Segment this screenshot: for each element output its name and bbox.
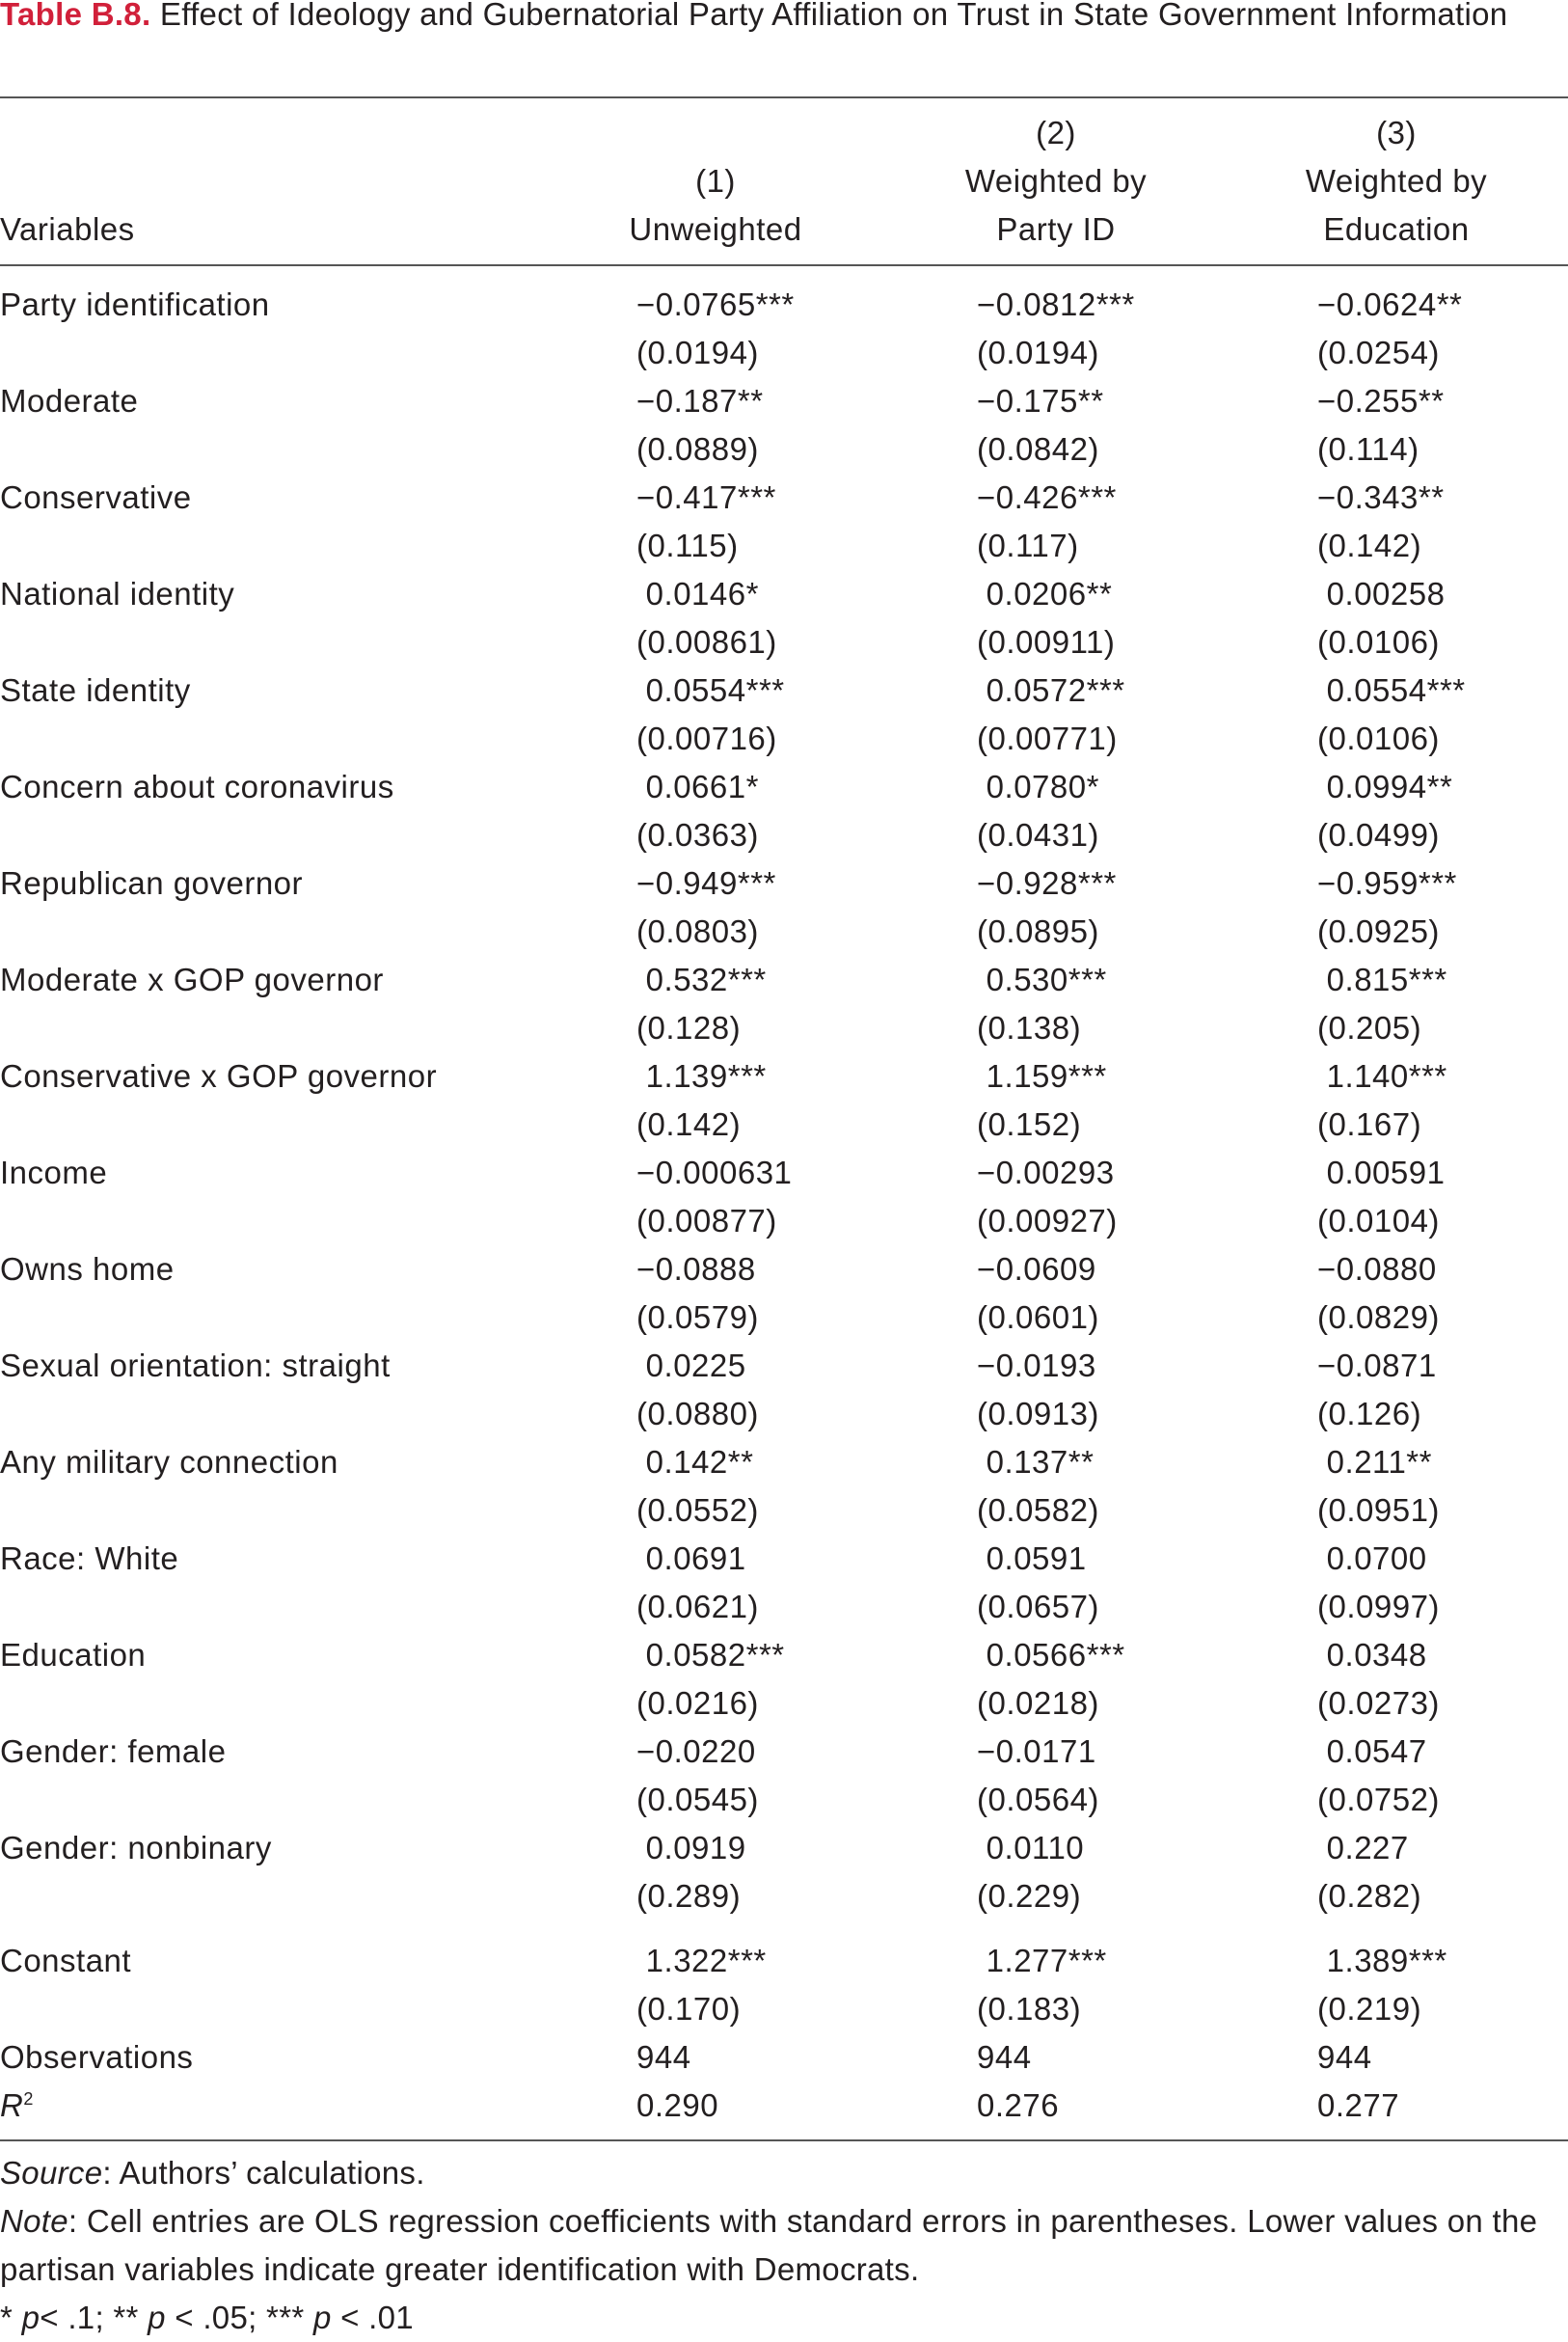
variable-6-se-3: (0.0925) (1317, 913, 1440, 949)
variable-2-coef-row (0, 474, 1568, 522)
variable-7-se-row (0, 1004, 1568, 1052)
variable-1-coef-row (0, 377, 1568, 425)
variable-0-se-2: (0.0194) (977, 335, 1099, 370)
r-squared-2: 0.276 (977, 2087, 1060, 2123)
variable-0-coef-2: −0.0812*** (977, 286, 1135, 322)
variable-2-se-row (0, 522, 1568, 570)
sig-stars-2: ** (113, 2300, 149, 2335)
variable-15-coef-row (0, 1728, 1568, 1776)
variable-12-coef-row (0, 1438, 1568, 1486)
variable-11-se-row (0, 1390, 1568, 1438)
variable-15-coef-3: 0.0547 (1317, 1733, 1427, 1769)
variable-10-se-row (0, 1294, 1568, 1342)
variable-0-se-row (0, 329, 1568, 377)
header-col-2-label-line2: Party ID (996, 211, 1116, 247)
observations-1: 944 (636, 2039, 691, 2075)
variable-12-se-3: (0.0951) (1317, 1492, 1440, 1528)
variable-13-coef-1: 0.0691 (636, 1540, 746, 1576)
header-col-3-number: (3) (1376, 115, 1417, 150)
variable-14-coef-2: 0.0566*** (977, 1637, 1125, 1673)
variable-9-coef-3: 0.00591 (1317, 1155, 1446, 1190)
sig-threshold-3: < .01 (331, 2300, 414, 2335)
variable-0-coef-1: −0.0765*** (636, 286, 795, 322)
observations-label: Observations (0, 2039, 194, 2075)
variable-1-se-1: (0.0889) (636, 431, 759, 467)
variable-13-label: Race: White (0, 1540, 179, 1576)
variable-9-se-3: (0.0104) (1317, 1203, 1440, 1239)
variable-11-coef-2: −0.0193 (977, 1348, 1096, 1383)
variable-5-se-3: (0.0499) (1317, 817, 1440, 853)
header-col-1-number: (1) (695, 163, 736, 199)
variable-3-se-1: (0.00861) (636, 624, 777, 660)
header-variables: Variables (0, 211, 135, 247)
variable-12-coef-1: 0.142** (636, 1444, 754, 1480)
variable-6-label: Republican governor (0, 865, 304, 901)
variable-13-coef-2: 0.0591 (977, 1540, 1087, 1576)
variable-6-se-2: (0.0895) (977, 913, 1099, 949)
note-text-paragraph (0, 2197, 1562, 2294)
variable-4-coef-3: 0.0554*** (1317, 672, 1466, 708)
variable-10-coef-1: −0.0888 (636, 1251, 756, 1287)
sig-p-1: p (21, 2300, 41, 2335)
variable-7-coef-3: 0.815*** (1317, 962, 1447, 997)
r-squared-label (0, 2082, 34, 2130)
variable-16-coef-row (0, 1824, 1568, 1872)
variable-5-coef-1: 0.0661* (636, 769, 759, 804)
observations-row (0, 2033, 1568, 2082)
variable-5-coef-3: 0.0994** (1317, 769, 1453, 804)
variable-8-coef-1: 1.139*** (636, 1058, 767, 1094)
variable-8-coef-3: 1.140*** (1317, 1058, 1447, 1094)
variable-13-se-2: (0.0657) (977, 1589, 1099, 1624)
variable-5-se-row (0, 811, 1568, 859)
variable-14-se-2: (0.0218) (977, 1685, 1099, 1721)
header-col-2-number: (2) (1036, 115, 1076, 150)
header-col-1 (571, 157, 860, 254)
variable-0-se-3: (0.0254) (1317, 335, 1440, 370)
variable-8-se-2: (0.152) (977, 1106, 1082, 1142)
table-notes (0, 2149, 1562, 2342)
variable-7-label: Moderate x GOP governor (0, 962, 384, 997)
header-col-3-label-line2: Education (1323, 211, 1470, 247)
variable-4-coef-2: 0.0572*** (977, 672, 1125, 708)
variable-14-coef-1: 0.0582*** (636, 1637, 785, 1673)
sig-p-3: p (312, 2300, 332, 2335)
row-spacer (0, 1920, 1568, 1937)
variable-16-coef-3: 0.227 (1317, 1830, 1409, 1865)
variable-6-coef-1: −0.949*** (636, 865, 776, 901)
variable-13-se-row (0, 1583, 1568, 1631)
variable-2-se-2: (0.117) (977, 528, 1079, 563)
variable-2-coef-2: −0.426*** (977, 479, 1117, 515)
constant-coef-3: 1.389*** (1317, 1943, 1447, 1978)
variable-4-se-1: (0.00716) (636, 721, 777, 756)
r-squared-exponent: 2 (23, 2089, 34, 2109)
variable-16-se-1: (0.289) (636, 1878, 742, 1914)
variable-8-se-1: (0.142) (636, 1106, 742, 1142)
variable-4-label: State identity (0, 672, 191, 708)
variable-5-label: Concern about coronavirus (0, 769, 394, 804)
variable-1-coef-1: −0.187** (636, 383, 764, 419)
observations-3: 944 (1317, 2039, 1372, 2075)
variable-15-coef-2: −0.0171 (977, 1733, 1096, 1769)
header-col-3-label-line1: Weighted by (1305, 163, 1488, 199)
sig-stars-1: * (0, 2300, 22, 2335)
variable-13-se-1: (0.0621) (636, 1589, 759, 1624)
significance-note (0, 2294, 1562, 2342)
variable-9-se-2: (0.00927) (977, 1203, 1118, 1239)
variable-9-coef-1: −0.000631 (636, 1155, 793, 1190)
variable-7-coef-2: 0.530*** (977, 962, 1107, 997)
constant-se-row (0, 1985, 1568, 2033)
variable-3-label: National identity (0, 576, 235, 612)
variable-6-coef-3: −0.959*** (1317, 865, 1457, 901)
table-caption (0, 0, 1543, 39)
variable-9-label: Income (0, 1155, 108, 1190)
variable-10-se-1: (0.0579) (636, 1299, 759, 1335)
top-rule (0, 96, 1568, 98)
variable-2-label: Conservative (0, 479, 192, 515)
variable-15-se-2: (0.0564) (977, 1782, 1099, 1817)
constant-se-3: (0.219) (1317, 1991, 1422, 2027)
variable-2-coef-3: −0.343** (1317, 479, 1445, 515)
variable-15-label: Gender: female (0, 1733, 227, 1769)
variable-14-se-row (0, 1679, 1568, 1728)
variable-7-se-2: (0.138) (977, 1010, 1082, 1046)
table-body (0, 281, 1568, 2130)
constant-coef-1: 1.322*** (636, 1943, 767, 1978)
variable-3-coef-row (0, 570, 1568, 618)
variable-6-coef-row (0, 859, 1568, 908)
sig-p-2: p (148, 2300, 166, 2335)
variable-11-se-3: (0.126) (1317, 1396, 1422, 1431)
variable-4-se-2: (0.00771) (977, 721, 1118, 756)
variable-4-se-3: (0.0106) (1317, 721, 1440, 756)
variable-14-se-1: (0.0216) (636, 1685, 759, 1721)
header-col-1-label: Unweighted (629, 211, 802, 247)
variable-13-coef-3: 0.0700 (1317, 1540, 1427, 1576)
variable-9-se-1: (0.00877) (636, 1203, 777, 1239)
variable-5-coef-row (0, 763, 1568, 811)
variable-7-coef-1: 0.532*** (636, 962, 767, 997)
variable-15-coef-1: −0.0220 (636, 1733, 756, 1769)
variable-6-se-row (0, 908, 1568, 956)
bottom-rule (0, 2139, 1568, 2141)
variable-10-se-3: (0.0829) (1317, 1299, 1440, 1335)
variable-14-label: Education (0, 1637, 147, 1673)
variable-10-coef-3: −0.0880 (1317, 1251, 1437, 1287)
variable-16-se-3: (0.282) (1317, 1878, 1422, 1914)
variable-14-coef-row (0, 1631, 1568, 1679)
variable-12-coef-3: 0.211** (1317, 1444, 1432, 1480)
variable-1-label: Moderate (0, 383, 139, 419)
header-col-3 (1252, 109, 1541, 254)
table-number: Table B.8. (0, 0, 151, 32)
r-squared-3: 0.277 (1317, 2087, 1400, 2123)
variable-8-coef-row (0, 1052, 1568, 1101)
sig-threshold-2: < .05; (165, 2300, 267, 2335)
variable-0-coef-row (0, 281, 1568, 329)
variable-7-se-1: (0.128) (636, 1010, 742, 1046)
variable-10-coef-row (0, 1245, 1568, 1294)
variable-10-coef-2: −0.0609 (977, 1251, 1096, 1287)
sig-threshold-1: < .1; (40, 2300, 114, 2335)
r-squared-1: 0.290 (636, 2087, 719, 2123)
variable-11-coef-row (0, 1342, 1568, 1390)
variable-15-se-3: (0.0752) (1317, 1782, 1440, 1817)
variable-8-se-row (0, 1101, 1568, 1149)
variable-3-se-2: (0.00911) (977, 624, 1116, 660)
note-label: Note (0, 2203, 68, 2239)
variable-1-se-3: (0.114) (1317, 431, 1419, 467)
variable-0-label: Party identification (0, 286, 270, 322)
variable-5-coef-2: 0.0780* (977, 769, 1099, 804)
variable-13-se-3: (0.0997) (1317, 1589, 1440, 1624)
constant-coef-2: 1.277*** (977, 1943, 1107, 1978)
variable-4-coef-1: 0.0554*** (636, 672, 785, 708)
variable-0-se-1: (0.0194) (636, 335, 759, 370)
variable-7-se-3: (0.205) (1317, 1010, 1422, 1046)
variable-9-coef-2: −0.00293 (977, 1155, 1115, 1190)
r-squared-symbol: R (0, 2087, 24, 2123)
variable-9-coef-row (0, 1149, 1568, 1197)
variable-2-coef-1: −0.417*** (636, 479, 776, 515)
variable-15-se-row (0, 1776, 1568, 1824)
variable-8-coef-2: 1.159*** (977, 1058, 1107, 1094)
variable-16-se-row (0, 1872, 1568, 1920)
variable-1-coef-3: −0.255** (1317, 383, 1445, 419)
variable-11-se-1: (0.0880) (636, 1396, 759, 1431)
variable-10-label: Owns home (0, 1251, 175, 1287)
sig-stars-3: *** (266, 2300, 313, 2335)
source-text: : Authors’ calculations. (102, 2155, 425, 2191)
variable-1-coef-2: −0.175** (977, 383, 1104, 419)
variable-15-se-1: (0.0545) (636, 1782, 759, 1817)
header-col-2 (911, 109, 1201, 254)
constant-label: Constant (0, 1943, 132, 1978)
variable-4-se-row (0, 715, 1568, 763)
variable-8-label: Conservative x GOP governor (0, 1058, 438, 1094)
variable-11-coef-3: −0.0871 (1317, 1348, 1437, 1383)
variable-4-coef-row (0, 667, 1568, 715)
variable-12-se-row (0, 1486, 1568, 1535)
variable-6-se-1: (0.0803) (636, 913, 759, 949)
variable-11-coef-1: 0.0225 (636, 1348, 746, 1383)
note-text: : Cell entries are OLS regression coefficients with standard errors in parentheses. Lower values on the partisan variables indicate greater identification with Democrats. (0, 2203, 1538, 2287)
variable-16-label: Gender: nonbinary (0, 1830, 272, 1865)
variable-12-se-1: (0.0552) (636, 1492, 759, 1528)
variable-2-se-3: (0.142) (1317, 528, 1422, 563)
observations-2: 944 (977, 2039, 1032, 2075)
header-rule (0, 264, 1568, 266)
variable-16-se-2: (0.229) (977, 1878, 1082, 1914)
variable-10-se-2: (0.0601) (977, 1299, 1099, 1335)
variable-3-coef-3: 0.00258 (1317, 576, 1446, 612)
variable-12-coef-2: 0.137** (977, 1444, 1095, 1480)
variable-3-se-3: (0.0106) (1317, 624, 1440, 660)
variable-1-se-row (0, 425, 1568, 474)
variable-12-se-2: (0.0582) (977, 1492, 1099, 1528)
variable-13-coef-row (0, 1535, 1568, 1583)
source-note (0, 2149, 1562, 2197)
variable-3-se-row (0, 618, 1568, 667)
variable-14-se-3: (0.0273) (1317, 1685, 1440, 1721)
variable-7-coef-row (0, 956, 1568, 1004)
variable-12-label: Any military connection (0, 1444, 338, 1480)
variable-3-coef-1: 0.0146* (636, 576, 759, 612)
constant-se-2: (0.183) (977, 1991, 1082, 2027)
variable-3-coef-2: 0.0206** (977, 576, 1113, 612)
variable-5-se-2: (0.0431) (977, 817, 1099, 853)
variable-2-se-1: (0.115) (636, 528, 739, 563)
variable-16-coef-2: 0.0110 (977, 1830, 1085, 1865)
constant-coef-row (0, 1937, 1568, 1985)
constant-se-1: (0.170) (636, 1991, 742, 2027)
variable-6-coef-2: −0.928*** (977, 865, 1117, 901)
variable-16-coef-1: 0.0919 (636, 1830, 746, 1865)
variable-11-label: Sexual orientation: straight (0, 1348, 391, 1383)
header-col-2-label-line1: Weighted by (964, 163, 1148, 199)
table-title: Effect of Ideology and Gubernatorial Party Affiliation on Trust in State Government Information (150, 0, 1508, 32)
variable-8-se-3: (0.167) (1317, 1106, 1422, 1142)
source-label: Source (0, 2155, 103, 2191)
variable-11-se-2: (0.0913) (977, 1396, 1099, 1431)
variable-14-coef-3: 0.0348 (1317, 1637, 1427, 1673)
variable-5-se-1: (0.0363) (636, 817, 759, 853)
variable-1-se-2: (0.0842) (977, 431, 1099, 467)
r-squared-row (0, 2082, 1568, 2130)
variable-0-coef-3: −0.0624** (1317, 286, 1463, 322)
variable-9-se-row (0, 1197, 1568, 1245)
